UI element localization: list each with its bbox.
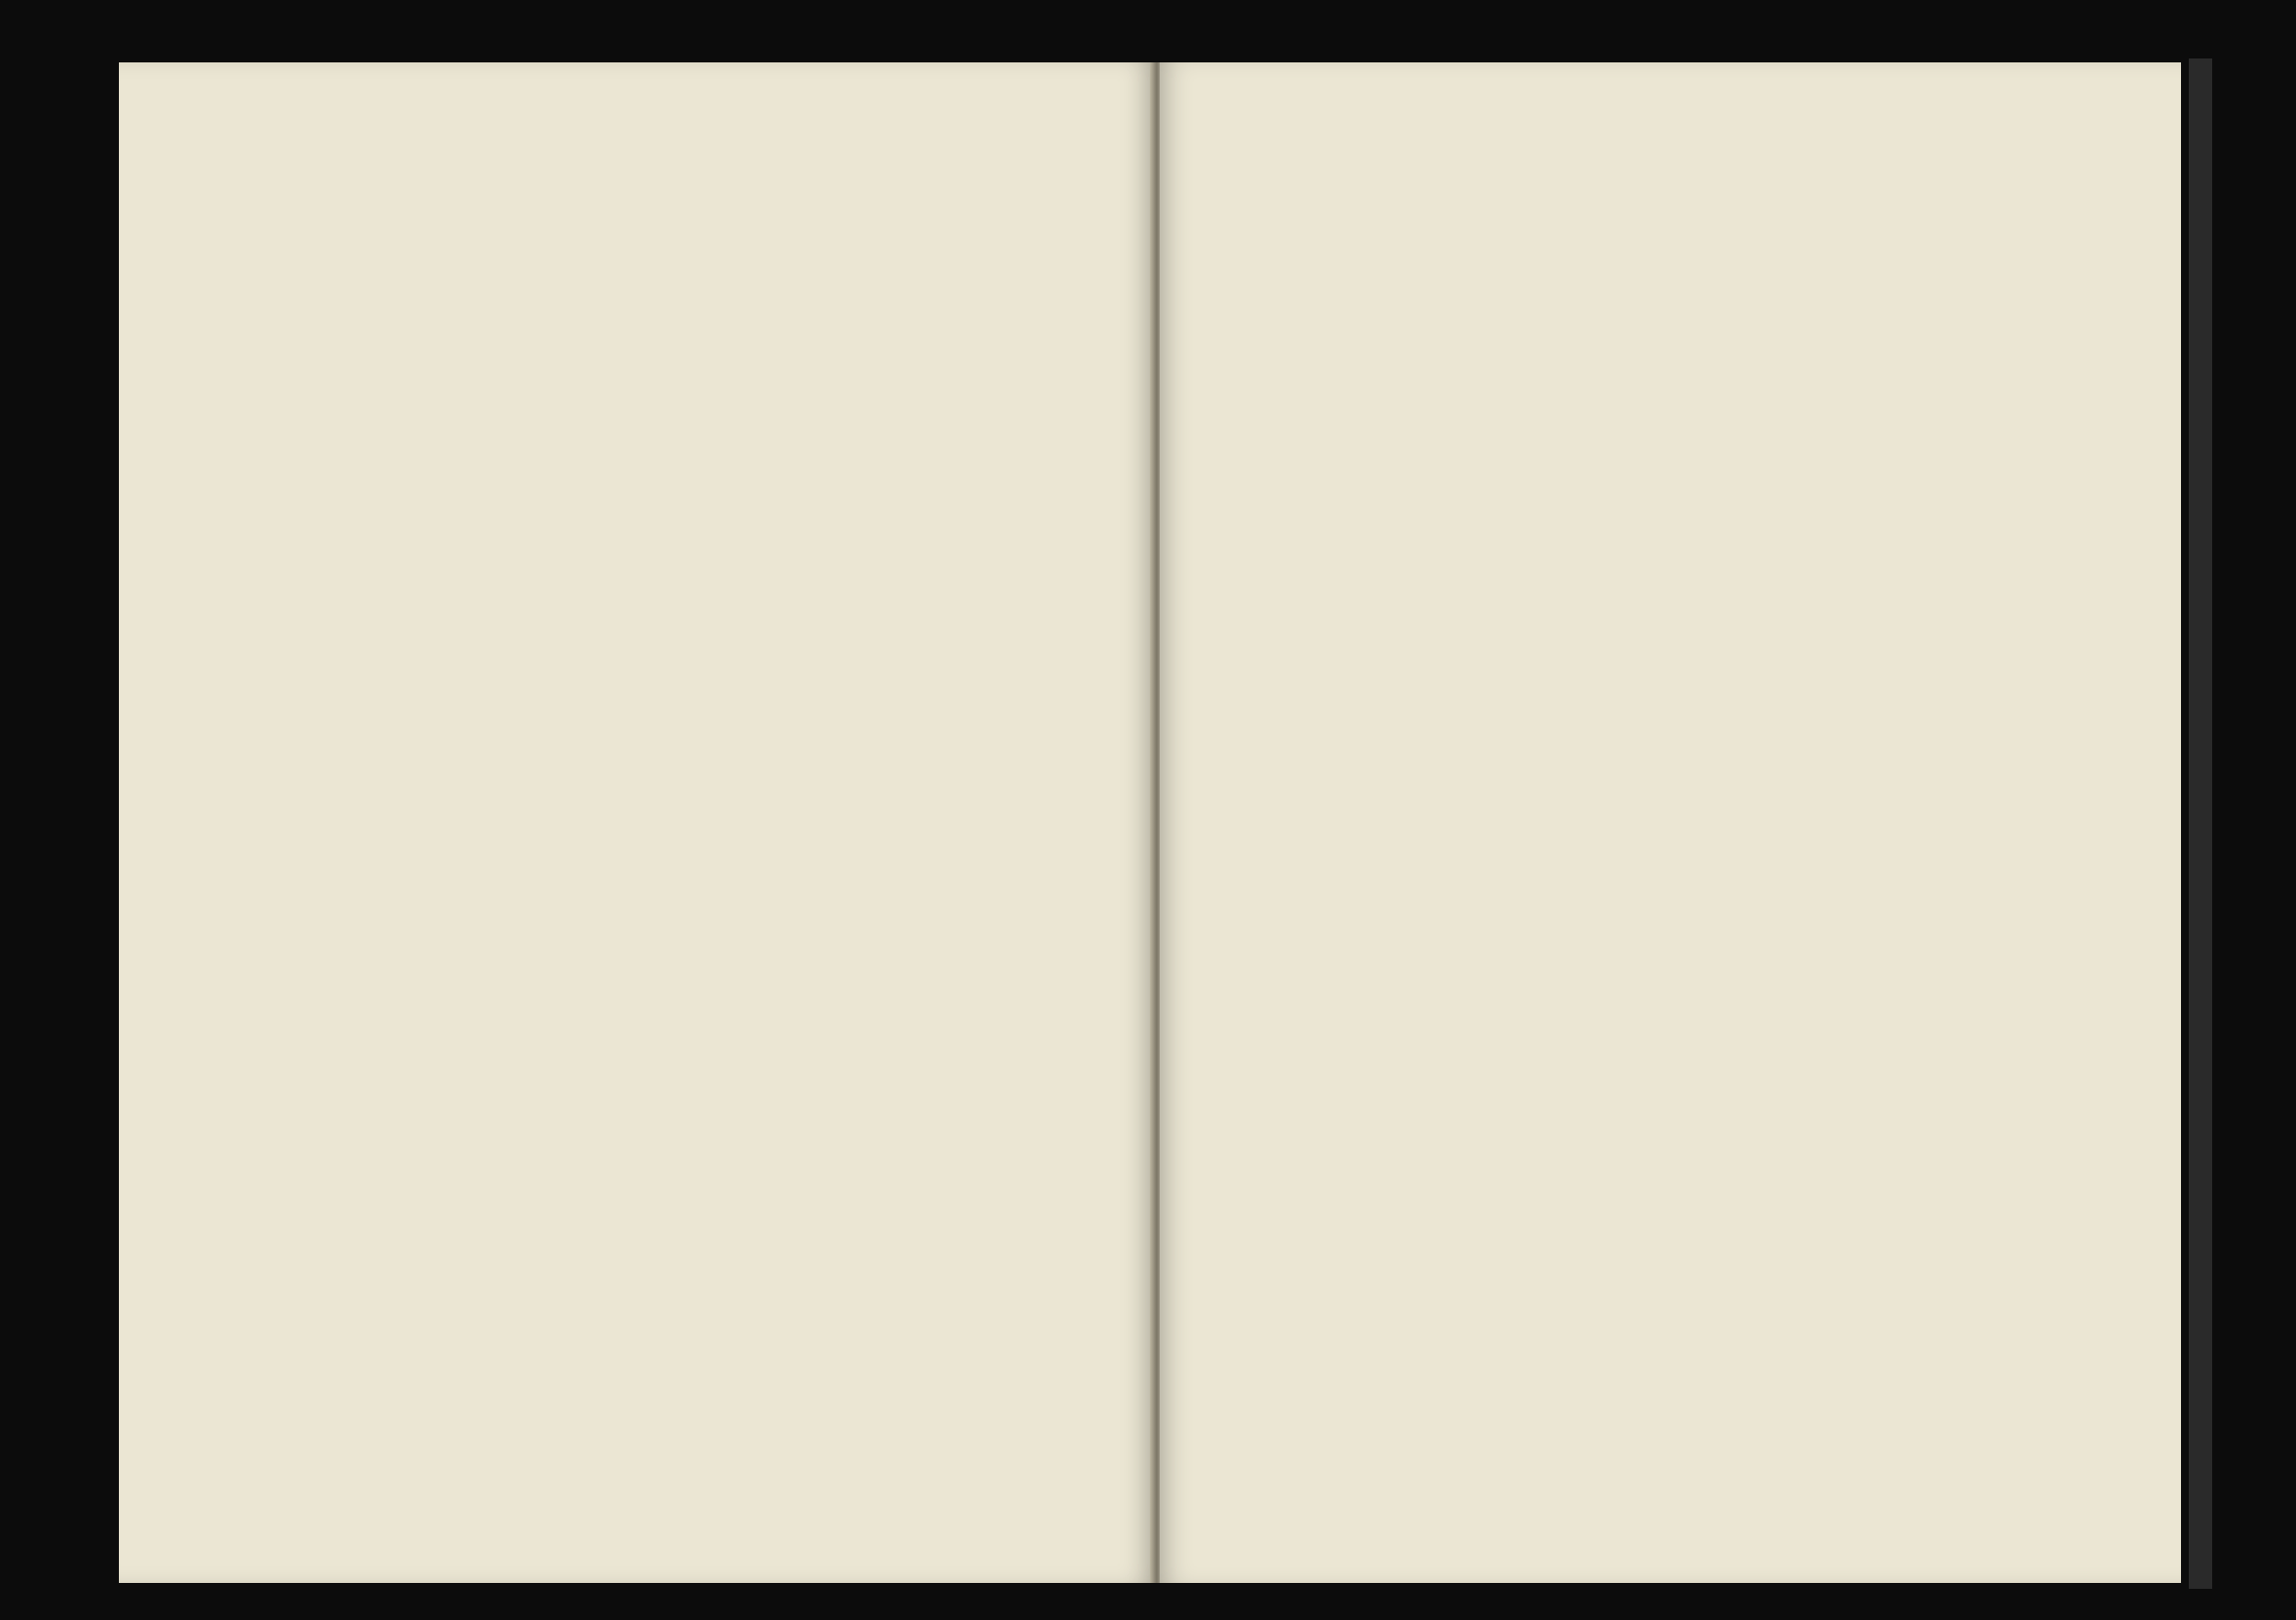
right-page (1160, 62, 2181, 1583)
left-page (119, 62, 1154, 1583)
scan-ruler (2189, 58, 2212, 1589)
